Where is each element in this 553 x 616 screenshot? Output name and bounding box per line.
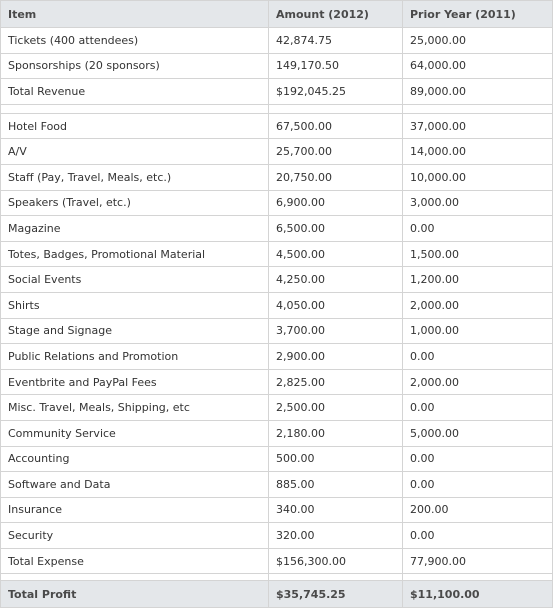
item-cell: Social Events bbox=[1, 267, 269, 293]
amount-2012-cell: 2,825.00 bbox=[269, 369, 403, 395]
item-cell: Tickets (400 attendees) bbox=[1, 28, 269, 54]
expense-row bbox=[1, 420, 553, 446]
item-cell: Stage and Signage bbox=[1, 318, 269, 344]
prior-year-cell: 14,000.00 bbox=[403, 139, 553, 165]
item-cell: Insurance bbox=[1, 497, 269, 523]
expense-row bbox=[1, 497, 553, 523]
item-cell: Staff (Pay, Travel, Meals, etc.) bbox=[1, 164, 269, 190]
expense-row bbox=[1, 344, 553, 370]
revenue-row bbox=[1, 79, 553, 105]
amount-2012-cell: 4,500.00 bbox=[269, 241, 403, 267]
header-prior-year-2011: Prior Year (2011) bbox=[403, 1, 553, 28]
divider-cell bbox=[1, 574, 269, 581]
divider-cell bbox=[269, 104, 403, 113]
expense-row bbox=[1, 139, 553, 165]
expense-row bbox=[1, 472, 553, 498]
prior-year-cell: 0.00 bbox=[403, 472, 553, 498]
expense-row bbox=[1, 523, 553, 549]
prior-year-cell: 2,000.00 bbox=[403, 292, 553, 318]
prior-year-cell: 1,500.00 bbox=[403, 241, 553, 267]
prior-year-cell: 200.00 bbox=[403, 497, 553, 523]
prior-year-cell: 1,000.00 bbox=[403, 318, 553, 344]
amount-2012-cell: 4,250.00 bbox=[269, 267, 403, 293]
header-row bbox=[1, 1, 553, 28]
amount-2012-cell: 2,500.00 bbox=[269, 395, 403, 421]
amount-2012-cell: 6,900.00 bbox=[269, 190, 403, 216]
item-cell: Speakers (Travel, etc.) bbox=[1, 190, 269, 216]
revenue-row bbox=[1, 28, 553, 54]
item-cell: Total Expense bbox=[1, 548, 269, 574]
expense-row bbox=[1, 292, 553, 318]
prior-year-cell: 37,000.00 bbox=[403, 113, 553, 139]
item-cell: Accounting bbox=[1, 446, 269, 472]
section-divider bbox=[1, 574, 553, 581]
expense-row bbox=[1, 369, 553, 395]
amount-2012-cell: 500.00 bbox=[269, 446, 403, 472]
revenue-row bbox=[1, 53, 553, 79]
prior-year-cell: 0.00 bbox=[403, 344, 553, 370]
expense-row bbox=[1, 548, 553, 574]
prior-year-cell: 89,000.00 bbox=[403, 79, 553, 105]
prior-year-cell: 3,000.00 bbox=[403, 190, 553, 216]
expense-row bbox=[1, 216, 553, 242]
expense-row bbox=[1, 190, 553, 216]
prior-year-cell: 77,900.00 bbox=[403, 548, 553, 574]
prior-year-cell: 1,200.00 bbox=[403, 267, 553, 293]
table-footer bbox=[1, 581, 553, 608]
amount-2012-cell: 2,900.00 bbox=[269, 344, 403, 370]
amount-2012-cell: 149,170.50 bbox=[269, 53, 403, 79]
prior-year-cell: 64,000.00 bbox=[403, 53, 553, 79]
amount-2012-cell: 2,180.00 bbox=[269, 420, 403, 446]
amount-2012-cell: 20,750.00 bbox=[269, 164, 403, 190]
divider-cell bbox=[269, 574, 403, 581]
item-cell: Community Service bbox=[1, 420, 269, 446]
expense-row bbox=[1, 241, 553, 267]
divider-cell bbox=[403, 104, 553, 113]
item-cell: Hotel Food bbox=[1, 113, 269, 139]
prior-year-cell: 5,000.00 bbox=[403, 420, 553, 446]
amount-2012-cell: $156,300.00 bbox=[269, 548, 403, 574]
item-cell: Misc. Travel, Meals, Shipping, etc bbox=[1, 395, 269, 421]
total-profit-amount-2012: $35,745.25 bbox=[269, 581, 403, 608]
section-divider bbox=[1, 104, 553, 113]
item-cell: Public Relations and Promotion bbox=[1, 344, 269, 370]
expense-row bbox=[1, 164, 553, 190]
divider-cell bbox=[403, 574, 553, 581]
prior-year-cell: 10,000.00 bbox=[403, 164, 553, 190]
amount-2012-cell: 4,050.00 bbox=[269, 292, 403, 318]
expense-row bbox=[1, 318, 553, 344]
item-cell: Totes, Badges, Promotional Material bbox=[1, 241, 269, 267]
total-profit-label: Total Profit bbox=[1, 581, 269, 608]
amount-2012-cell: 67,500.00 bbox=[269, 113, 403, 139]
table-header bbox=[1, 1, 553, 28]
amount-2012-cell: 25,700.00 bbox=[269, 139, 403, 165]
amount-2012-cell: $192,045.25 bbox=[269, 79, 403, 105]
prior-year-cell: 0.00 bbox=[403, 446, 553, 472]
prior-year-cell: 0.00 bbox=[403, 523, 553, 549]
table-body bbox=[1, 28, 553, 581]
amount-2012-cell: 3,700.00 bbox=[269, 318, 403, 344]
item-cell: A/V bbox=[1, 139, 269, 165]
amount-2012-cell: 340.00 bbox=[269, 497, 403, 523]
header-item: Item bbox=[1, 1, 269, 28]
amount-2012-cell: 42,874.75 bbox=[269, 28, 403, 54]
prior-year-cell: 0.00 bbox=[403, 216, 553, 242]
header-amount-2012: Amount (2012) bbox=[269, 1, 403, 28]
item-cell: Eventbrite and PayPal Fees bbox=[1, 369, 269, 395]
item-cell: Magazine bbox=[1, 216, 269, 242]
total-profit-prior-year: $11,100.00 bbox=[403, 581, 553, 608]
expense-row bbox=[1, 395, 553, 421]
expense-row bbox=[1, 113, 553, 139]
expense-row bbox=[1, 267, 553, 293]
amount-2012-cell: 320.00 bbox=[269, 523, 403, 549]
item-cell: Shirts bbox=[1, 292, 269, 318]
item-cell: Sponsorships (20 sponsors) bbox=[1, 53, 269, 79]
amount-2012-cell: 6,500.00 bbox=[269, 216, 403, 242]
divider-cell bbox=[1, 104, 269, 113]
prior-year-cell: 0.00 bbox=[403, 395, 553, 421]
item-cell: Total Revenue bbox=[1, 79, 269, 105]
item-cell: Security bbox=[1, 523, 269, 549]
amount-2012-cell: 885.00 bbox=[269, 472, 403, 498]
expense-row bbox=[1, 446, 553, 472]
prior-year-cell: 25,000.00 bbox=[403, 28, 553, 54]
prior-year-cell: 2,000.00 bbox=[403, 369, 553, 395]
total-profit-row bbox=[1, 581, 553, 608]
item-cell: Software and Data bbox=[1, 472, 269, 498]
